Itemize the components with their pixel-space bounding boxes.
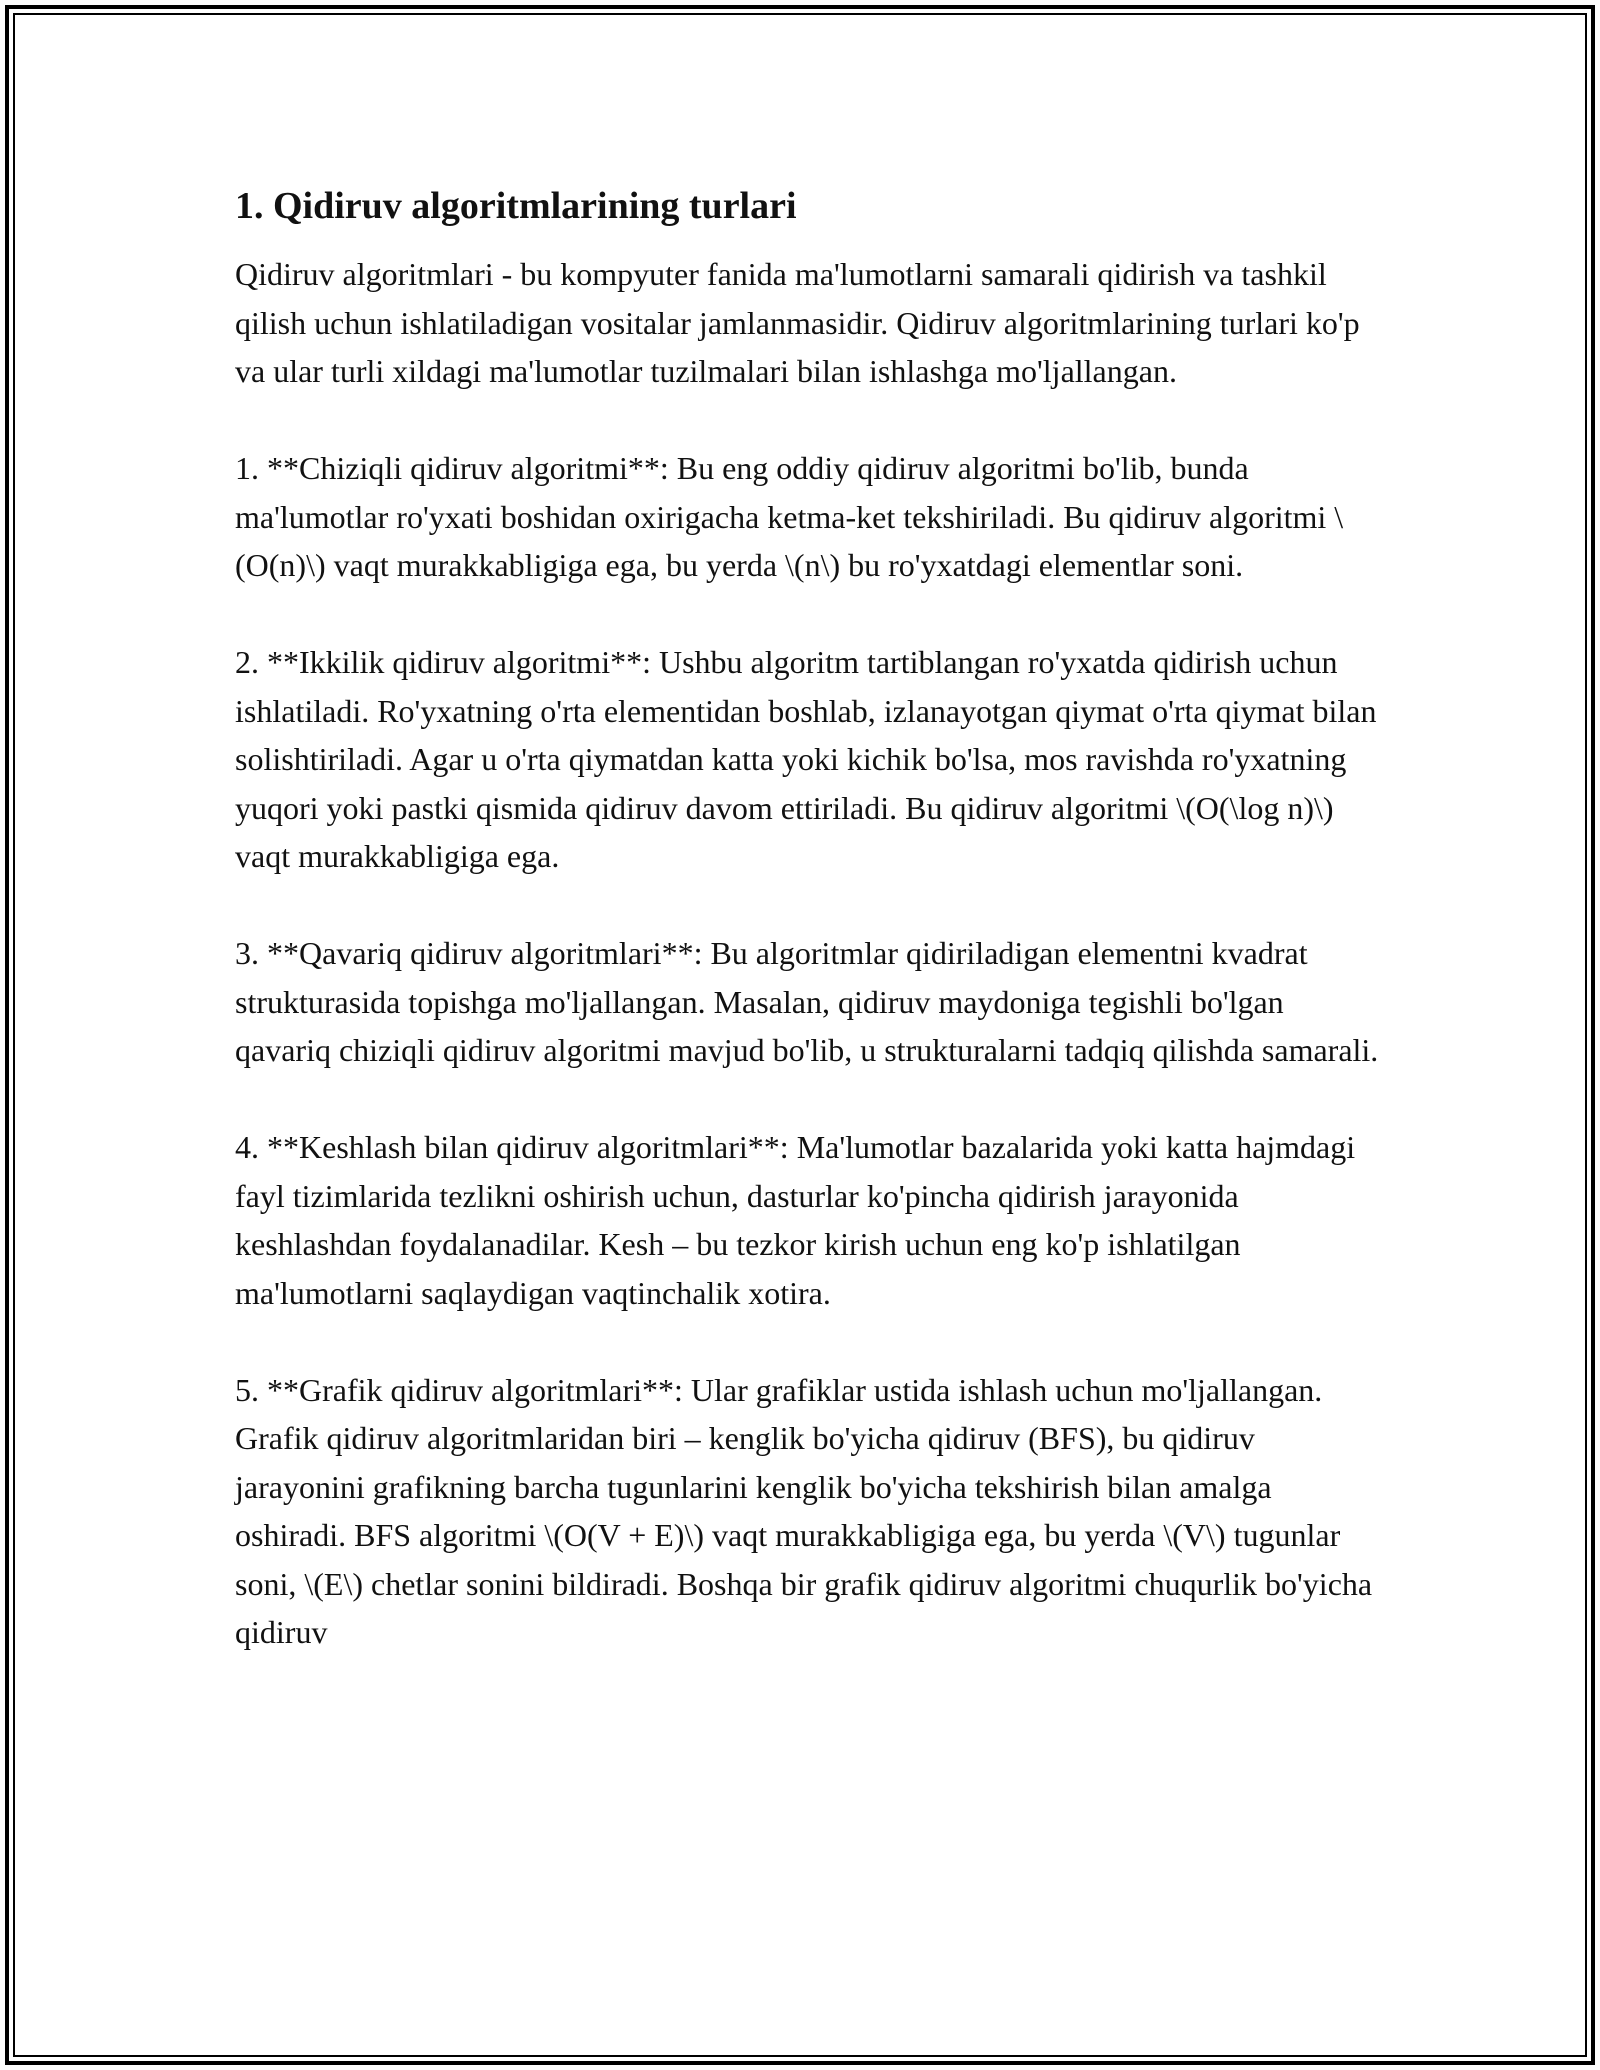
section-heading: 1. Qidiruv algoritmlarining turlari xyxy=(235,185,797,227)
convex-search-paragraph: 3. **Qavariq qidiruv algoritmlari**: Bu algoritmlar qidiriladigan elementni kvadrat strukturasida topishga mo'ljallangan. Masalan, qidiruv maydoniga tegishli bo'lgan qavariq chiziqli qidiruv algoritmi mavjud bo'lib, u strukturalarni tadqiq qilishda samarali. xyxy=(235,935,1379,1068)
intro-paragraph: Qidiruv algoritmlari - bu kompyuter fanida ma'lumotlarni samarali qidirish va tashkil qilish uchun ishlatiladigan vositalar jamlanmasidir. Qidiruv algoritmlarining turlari ko'p va ular turli xildagi ma'lumotlar tuzilmalari bilan ishlashga mo'ljallangan. xyxy=(235,256,1360,389)
document-body xyxy=(235,182,1385,1705)
graph-search-paragraph: 5. **Grafik qidiruv algoritmlari**: Ular grafiklar ustida ishlash uchun mo'ljallangan. Grafik qidiruv algoritmlaridan biri – kenglik bo'yicha qidiruv (BFS), bu qidiruv jarayonini grafikning barcha tugunlarini kenglik bo'yicha tekshirish bilan amalga oshiradi. BFS algoritmi \(O(V + E)\) vaqt murakkabligiga ega, bu yerda \(V\) tugunlar soni, \(E\) chetlar sonini bildiradi. Boshqa bir grafik qidiruv algoritmi chuqurlik bo'yicha qidiruv xyxy=(235,1371,1373,1650)
binary-search-paragraph: 2. **Ikkilik qidiruv algoritmi**: Ushbu algoritm tartiblangan ro'yxatda qidirish uchun ishlatiladi. Ro'yxatning o'rta elementidan boshlab, izlanayotgan qiymat o'rta qiymat bilan solishtiriladi. Agar u o'rta qiymatdan katta yoki kichik bo'lsa, mos ravishda ro'yxatning yuqori yoki pastki qismida qidiruv davom ettiriladi. Bu qidiruv algoritmi \(O(\log n)\) vaqt murakkabligiga ega. xyxy=(235,644,1377,874)
linear-search-paragraph: 1. **Chiziqli qidiruv algoritmi**: Bu eng oddiy qidiruv algoritmi bo'lib, bunda ma'lumotlar ro'yxati boshidan oxirigacha ketma-ket tekshiriladi. Bu qidiruv algoritmi \(O(n)\) vaqt murakkabligiga ega, bu yerda \(n\) bu ro'yxatdagi elementlar soni. xyxy=(235,450,1344,583)
caching-search-paragraph: 4. **Keshlash bilan qidiruv algoritmlari**: Ma'lumotlar bazalarida yoki katta hajmdagi fayl tizimlarida tezlikni oshirish uchun, dasturlar ko'pincha qidirish jarayonida keshlashdan foydalanadilar. Kesh – bu tezkor kirish uchun eng ko'p ishlatilgan ma'lumotlarni saqlaydigan vaqtinchalik xotira. xyxy=(235,1129,1356,1311)
